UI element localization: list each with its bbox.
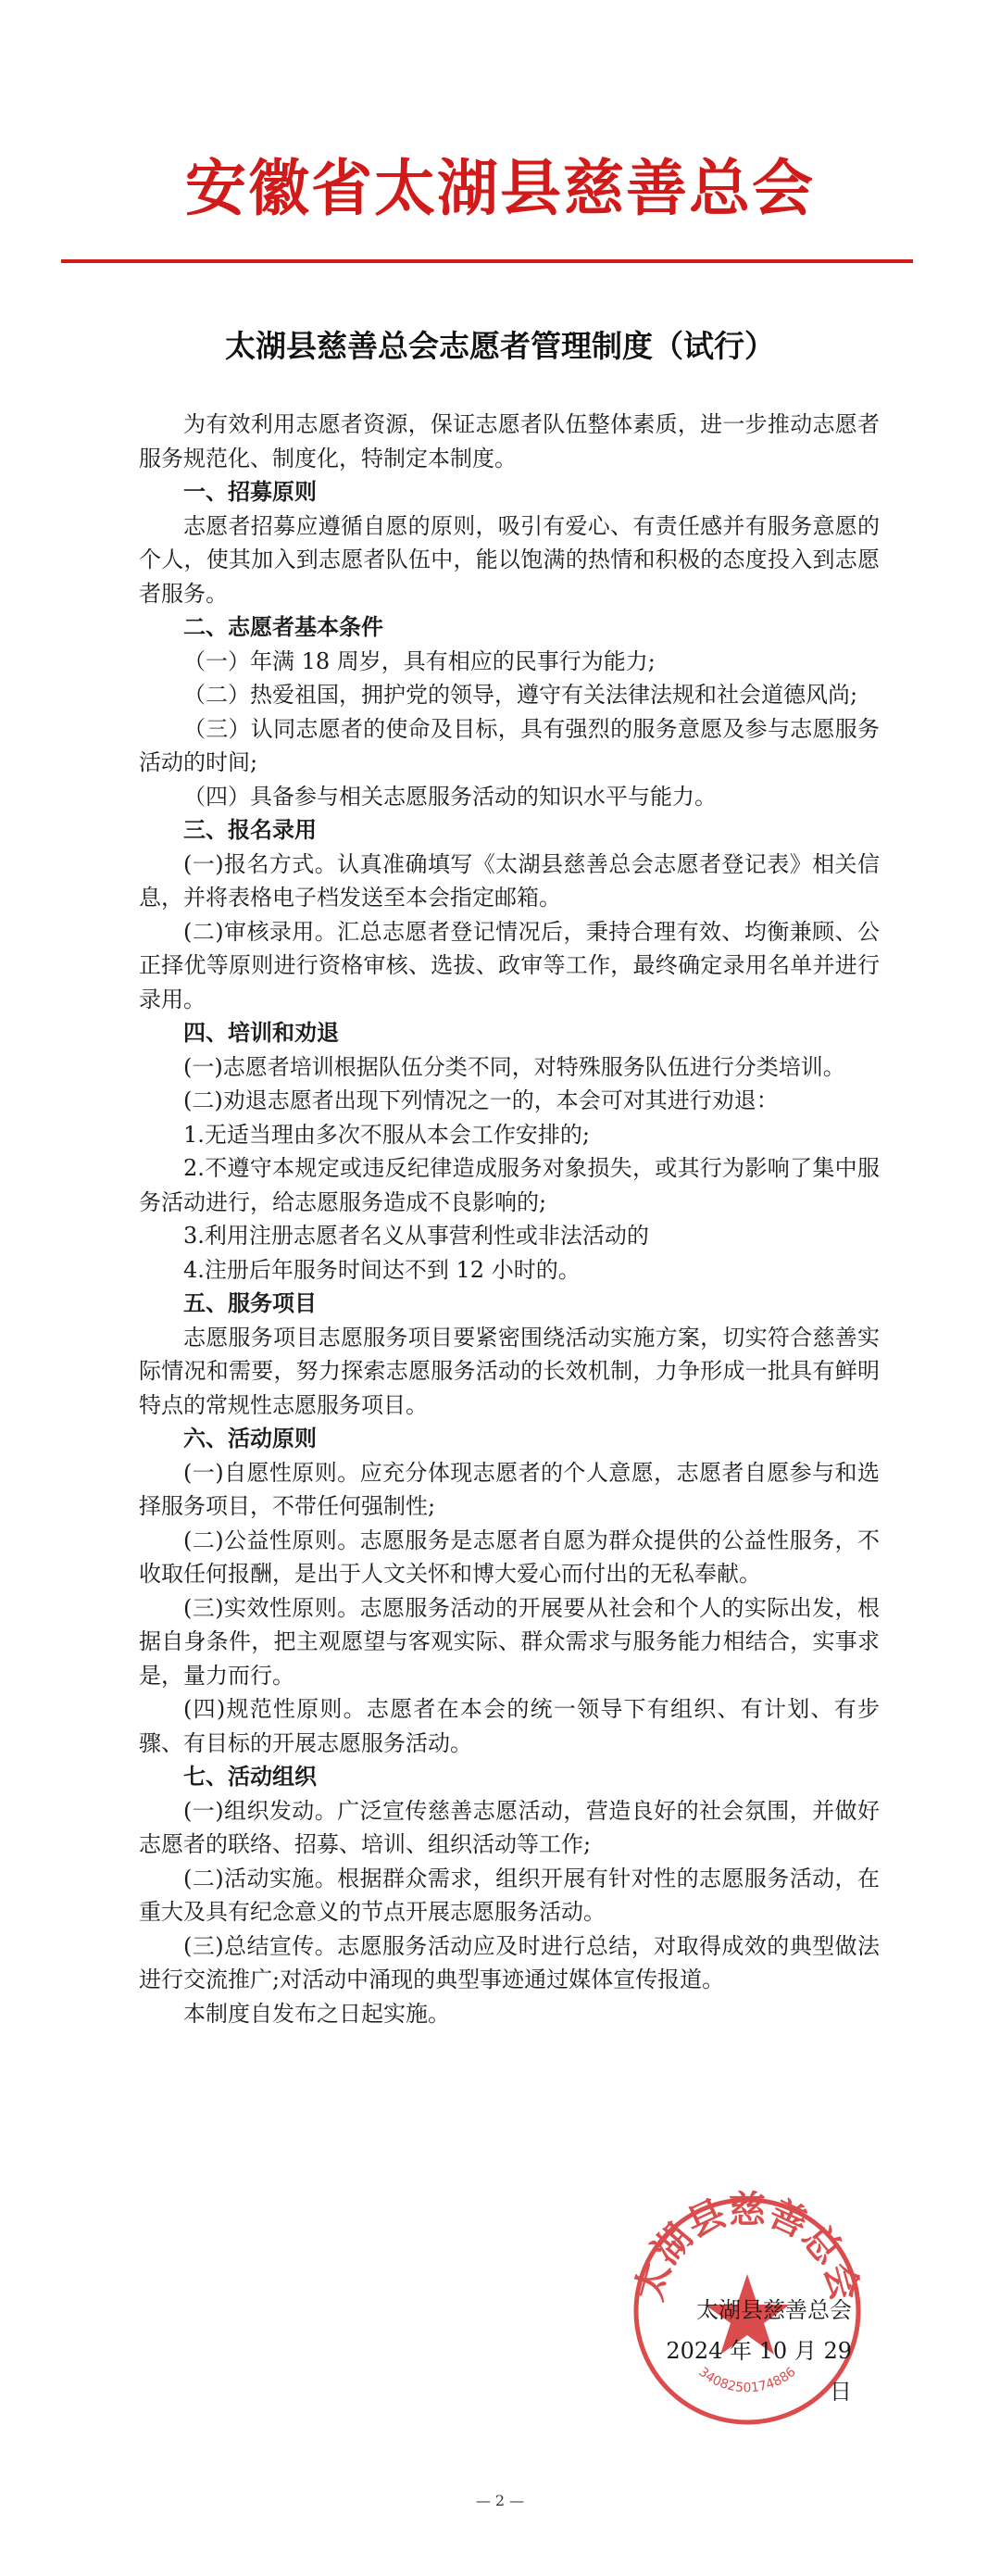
section-paragraph: (一)自愿性原则。应充分体现志愿者的个人意愿，志愿者自愿参与和选择服务项目，不带任何强制性;: [139, 1459, 880, 1519]
section-heading: 七、活动组织: [183, 1763, 317, 1790]
signature-org: 太湖县慈善总会: [696, 2297, 852, 2323]
section-paragraph: (二)审核录用。汇总志愿者登记情况后，秉持合理有效、均衡兼顾、公正择优等原则进行资格审核、选拔、政审等工作，最终确定录用名单并进行录用。: [139, 918, 880, 1012]
section-heading: 二、志愿者基本条件: [183, 613, 383, 640]
section-paragraph: 志愿服务项目志愿服务项目要紧密围绕活动实施方案，切实符合慈善实际情况和需要，努力探索志愿服务活动的长效机制，力争形成一批具有鲜明特点的常规性志愿服务项目。: [139, 1324, 880, 1418]
section-paragraph: （三）认同志愿者的使命及目标，具有强烈的服务意愿及参与志愿服务活动的时间;: [139, 715, 880, 775]
section-paragraph: 志愿者招募应遵循自愿的原则，吸引有爱心、有责任感并有服务意愿的个人，使其加入到志愿者队伍中，能以饱满的热情和积极的态度投入到志愿者服务。: [139, 512, 880, 607]
section-paragraph: 4.注册后年服务时间达不到 12 小时的。: [183, 1256, 581, 1283]
section-paragraph: (二)劝退志愿者出现下列情况之一的，本会可对其进行劝退：: [183, 1087, 779, 1113]
section-paragraph: 2.不遵守本规定或违反纪律造成服务对象损失，或其行为影响了集中服务活动进行，给志愿服务造成不良影响的;: [139, 1155, 880, 1215]
intro-paragraph: 为有效利用志愿者资源，保证志愿者队伍整体素质，进一步推动志愿者服务规范化、制度化，特制定本制度。: [139, 411, 880, 471]
page-number: — 2 —: [475, 2492, 525, 2509]
section-paragraph: (二)活动实施。根据群众需求，组织开展有针对性的志愿服务活动，在重大及具有纪念意义的节点开展志愿服务活动。: [139, 1865, 880, 1925]
document-title: 太湖县慈善总会志愿者管理制度（试行）: [225, 328, 775, 364]
signature-date: 2024 年 10 月 29 日: [666, 2338, 852, 2405]
section-heading: 五、服务项目: [183, 1289, 317, 1316]
letterhead-divider: [61, 259, 913, 263]
section-heading: 三、报名录用: [183, 816, 317, 843]
section-paragraph: (三)实效性原则。志愿服务活动的开展要从社会和个人的实际出发，根据自身条件，把主观愿望与客观实际、群众需求与服务能力相结合，实事求是，量力而行。: [139, 1594, 880, 1689]
section-paragraph: (二)公益性原则。志愿服务是志愿者自愿为群众提供的公益性服务，不收取任何报酬，是出于人文关怀和博大爱心而付出的无私奉献。: [139, 1527, 880, 1587]
section-paragraph: (三)总结宣传。志愿服务活动应及时进行总结，对取得成效的典型做法进行交流推广;对活动中涌现的典型事迹通过媒体宣传报道。: [139, 1932, 880, 1992]
document-body: [139, 408, 880, 2030]
signature-block: [639, 2290, 852, 2412]
letterhead-org-name: 安徽省太湖县慈善总会: [185, 152, 815, 224]
section-paragraph: (四)规范性原则。志愿者在本会的统一领导下有组织、有计划、有步骤、有目标的开展志愿服务活动。: [139, 1696, 880, 1756]
section-paragraph: (一)报名方式。认真准确填写《太湖县慈善总会志愿者登记表》相关信息，并将表格电子档发送至本会指定邮箱。: [139, 850, 880, 911]
section-heading: 六、活动原则: [183, 1425, 317, 1451]
section-paragraph: 3.利用注册志愿者名义从事营利性或非法活动的: [183, 1223, 649, 1249]
section-paragraph: （四）具备参与相关志愿服务活动的知识水平与能力。: [183, 783, 717, 810]
section-paragraph: (一)志愿者培训根据队伍分类不同，对特殊服务队伍进行分类培训。: [183, 1053, 845, 1080]
closing-paragraph: 本制度自发布之日起实施。: [183, 2000, 450, 2027]
section-paragraph: （一）年满 18 周岁，具有相应的民事行为能力;: [183, 647, 656, 674]
seal-text: 太湖县慈善总会: [627, 2187, 868, 2306]
section-heading: 一、招募原则: [183, 478, 317, 505]
section-paragraph: 1.无适当理由多次不服从本会工作安排的;: [183, 1121, 590, 1148]
section-heading: 四、培训和劝退: [183, 1019, 339, 1046]
section-paragraph: （二）热爱祖国，拥护党的领导，遵守有关法律法规和社会道德风尚;: [183, 682, 858, 708]
section-paragraph: (一)组织发动。广泛宣传慈善志愿活动，营造良好的社会氛围，并做好志愿者的联络、招募、培训、组织活动等工作;: [139, 1797, 880, 1857]
seal-code: 3408250174886: [695, 2364, 799, 2396]
